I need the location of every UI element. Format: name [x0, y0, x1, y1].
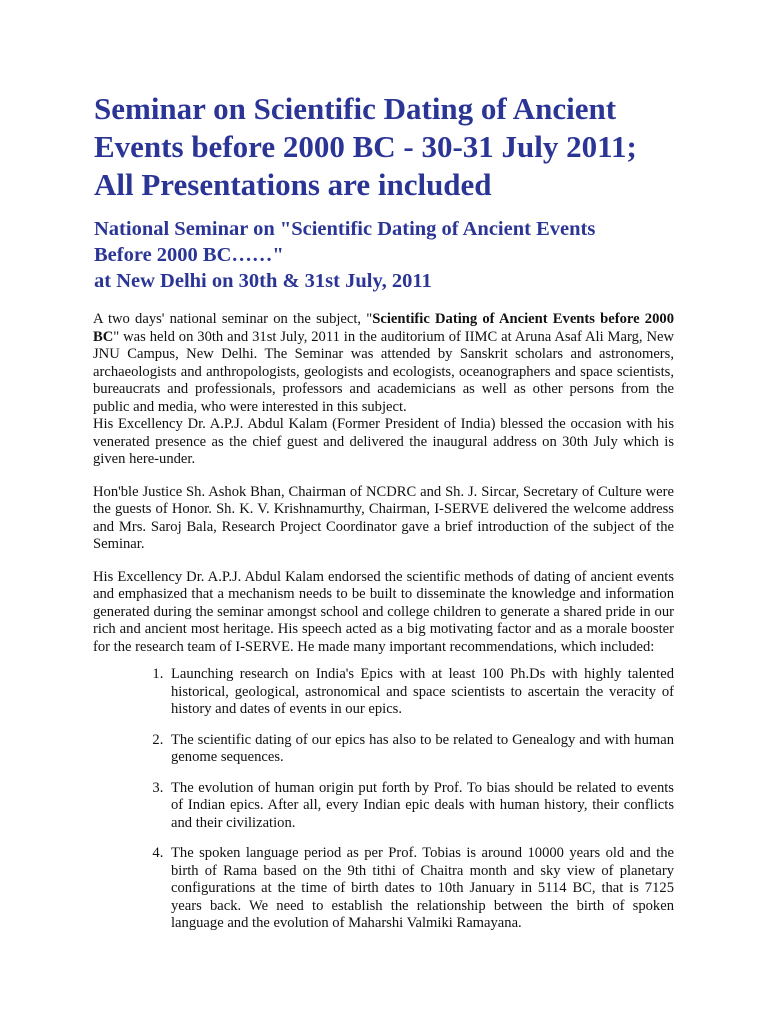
- list-item: 1. Launching research on India's Epics with at least 100 Ph.Ds with highly talented historical, geological, astronomical and space scientists to ascertain the veracity of history and dates of events in our epics.: [167, 666, 674, 719]
- list-item: 2. The scientific dating of our epics has also to be related to Genealogy and with human genome sequences.: [167, 732, 674, 767]
- intro-text: A two days' national seminar on the subject, ": [93, 311, 373, 327]
- title-line: Seminar on Scientific Dating of Ancient: [94, 91, 617, 126]
- article-body: [93, 311, 674, 946]
- page-title: [94, 90, 734, 204]
- kalam-paragraph: His Excellency Dr. A.P.J. Abdul Kalam (Former President of India) blessed the occasion with his venerated presence as the chief guest and delivered the inaugural address on 30th July which is given here-under.: [93, 416, 674, 467]
- subtitle-line: National Seminar on "Scientific Dating of Ancient Events: [94, 218, 596, 240]
- title-line: All Presentations are included: [94, 167, 492, 202]
- recommendations-list: [93, 666, 674, 933]
- list-item: 4. The spoken language period as per Prof. Tobias is around 10000 years old and the birth of Rama based on the 9th tithi of Chaitra month and sky view of planetary configurations at the time of birth dates to 10th January in 5114 BC, that is 7125 years back. We need to establish the relationship between the birth of spoken language and the evolution of Maharshi Valmiki Ramayana.: [167, 845, 674, 933]
- page-subtitle: [94, 216, 734, 294]
- subtitle-line: Before 2000 BC……": [94, 244, 284, 266]
- title-line: Events before 2000 BC - 30-31 July 2011;: [94, 129, 637, 164]
- intro-text-continued: " was held on 30th and 31st July, 2011 in the auditorium of IIMC at Aruna Asaf Ali Marg, New JNU Campus, New Delhi. The Seminar was attended by Sanskrit scholars and astronomers, archaeologists and anthropologists, geologists and ecologists, oceanographers and space scientists, bureaucrats and professionals, professors and academicians as well as other persons from the public and media, who were interested in this subject.: [93, 328, 674, 415]
- list-item: 3. The evolution of human origin put forth by Prof. To bias should be related to events of Indian epics. After all, every Indian epic deals with human history, their conflicts and their civilization.: [167, 780, 674, 833]
- subtitle-line: at New Delhi on 30th & 31st July, 2011: [94, 270, 432, 292]
- seminar-subject: Scientific Dating of Ancient Events before 2000 BC: [93, 311, 674, 345]
- endorsement-paragraph: His Excellency Dr. A.P.J. Abdul Kalam endorsed the scientific methods of dating of ancient events and emphasized that a mechanism needs to be built to disseminate the knowledge and information generated during the seminar amongst school and college children to generate a shared pride in our rich and ancient most heritage. His speech acted as a big motivating factor and as a morale booster for the research team of I-SERVE. He made many important recommendations, which included:: [93, 568, 674, 655]
- intro-paragraph: [93, 311, 674, 416]
- guests-paragraph: Hon'ble Justice Sh. Ashok Bhan, Chairman of NCDRC and Sh. J. Sircar, Secretary of Culture were the guests of Honor. Sh. K. V. Krishnamurthy, Chairman, I-SERVE delivered the welcome address and Mrs. Saroj Bala, Research Project Coordinator gave a brief introduction of the subject of the Seminar.: [93, 483, 674, 552]
